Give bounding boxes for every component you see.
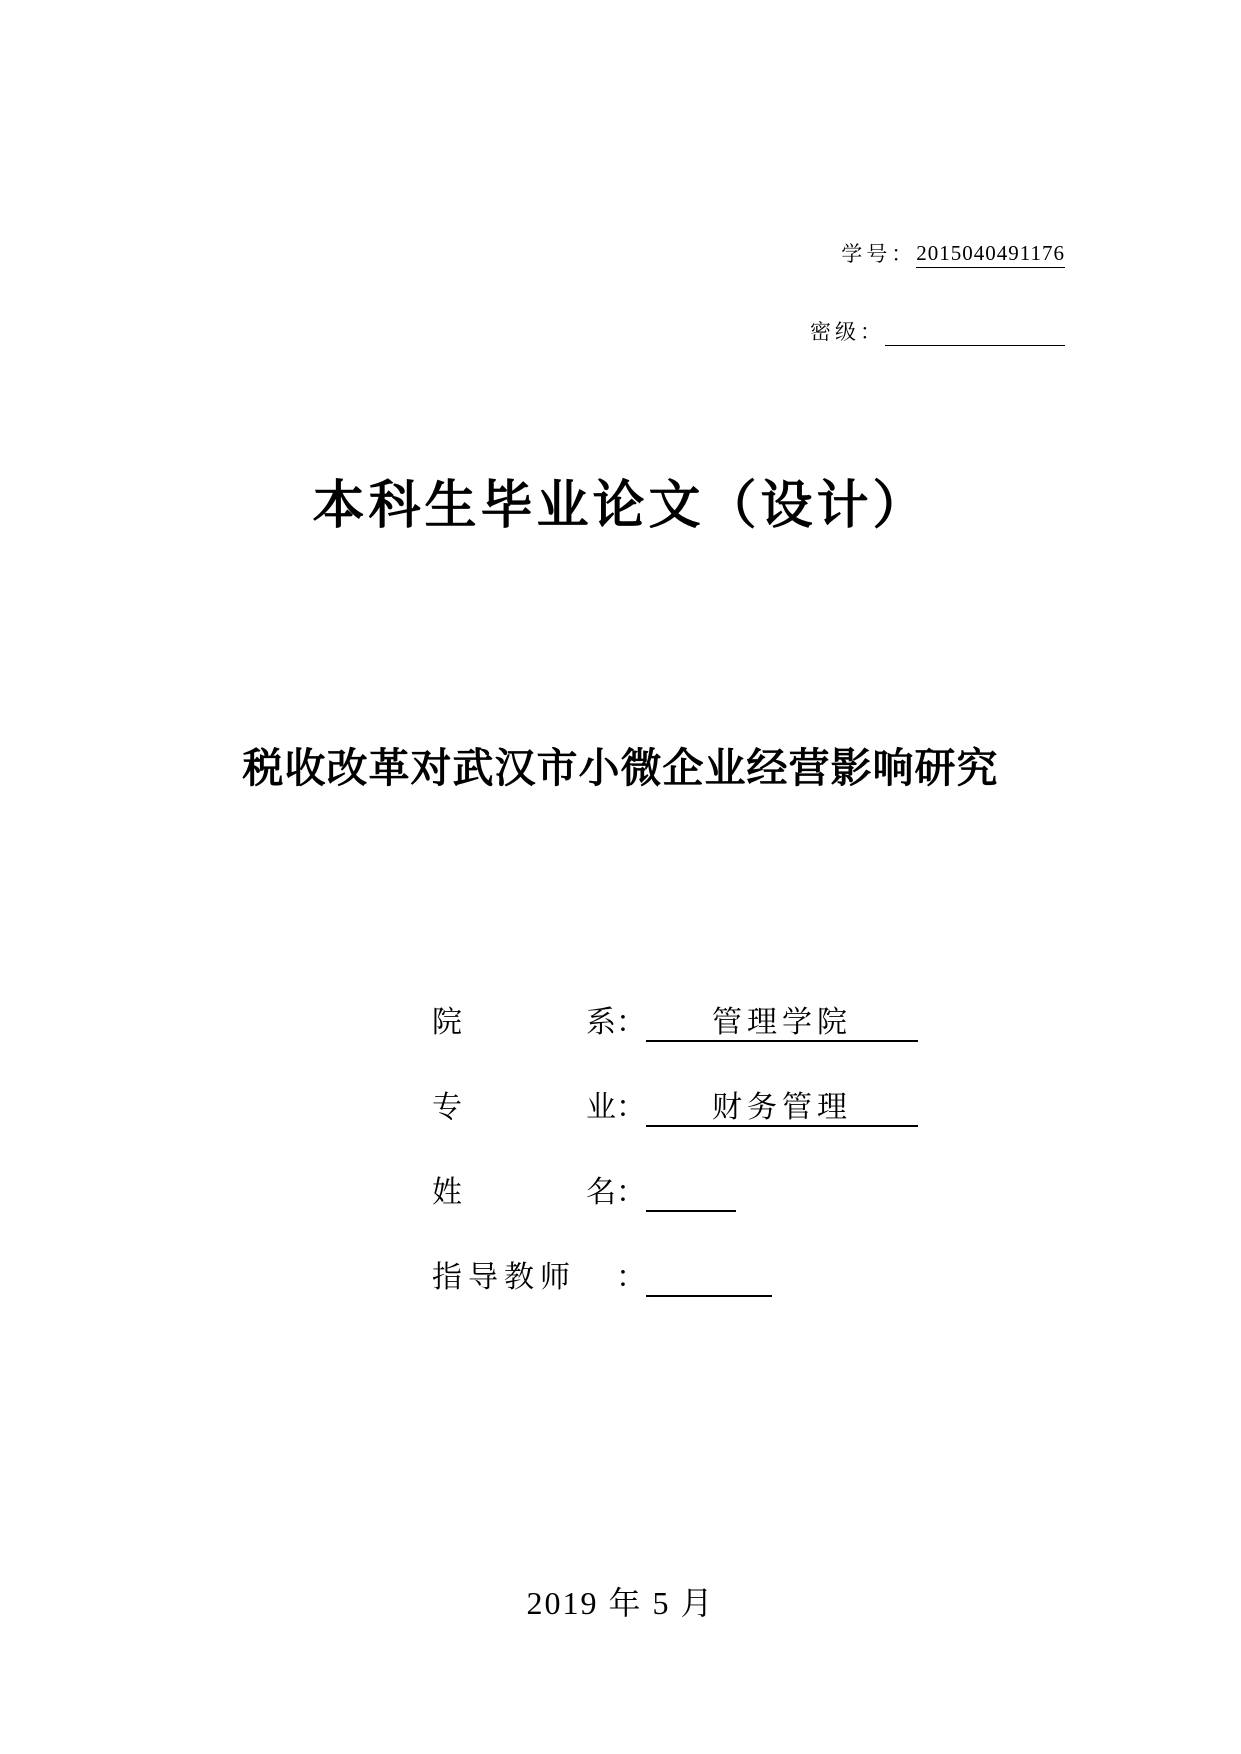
- major-value: 财务管理: [646, 1093, 918, 1127]
- date-year: 2019: [526, 1585, 599, 1621]
- major-label: [432, 1090, 616, 1127]
- thesis-title: 税收改革对武汉市小微企业经营影响研究: [242, 744, 999, 792]
- department-value: 管理学院: [646, 1008, 918, 1042]
- secrecy-label: 密级：: [810, 320, 885, 344]
- major-label-first: 专: [432, 1090, 462, 1125]
- name-label: [432, 1175, 616, 1212]
- name-row: [432, 1168, 736, 1212]
- student-id-label: 学号：: [841, 242, 917, 266]
- name-label-last: 名: [586, 1175, 616, 1210]
- name-value: [646, 1178, 736, 1212]
- major-colon: ：: [616, 1090, 646, 1125]
- advisor-value: [646, 1263, 772, 1297]
- student-id-row: [841, 232, 1065, 268]
- department-label-last: 系: [586, 1005, 616, 1040]
- major-row: [432, 1083, 918, 1127]
- name-colon: ：: [616, 1175, 646, 1210]
- department-label: [432, 1005, 616, 1042]
- department-label-first: 院: [432, 1005, 462, 1040]
- advisor-row: [432, 1253, 772, 1297]
- date-year-char: 年: [608, 1584, 643, 1622]
- date-month: 5: [652, 1585, 671, 1621]
- advisor-label: 指导教师: [432, 1260, 576, 1295]
- secrecy-value: [885, 319, 1065, 346]
- name-label-first: 姓: [432, 1175, 462, 1210]
- secrecy-row: [810, 310, 1065, 346]
- department-colon: ：: [616, 1005, 646, 1040]
- student-id-value: 2015040491176: [916, 242, 1065, 268]
- submission-date: [0, 1578, 1241, 1624]
- date-month-char: 月: [680, 1584, 715, 1622]
- advisor-colon: ：: [616, 1260, 646, 1295]
- major-label-last: 业: [586, 1090, 616, 1125]
- department-row: [432, 998, 918, 1042]
- document-title: 本科生毕业论文（设计）: [312, 476, 929, 536]
